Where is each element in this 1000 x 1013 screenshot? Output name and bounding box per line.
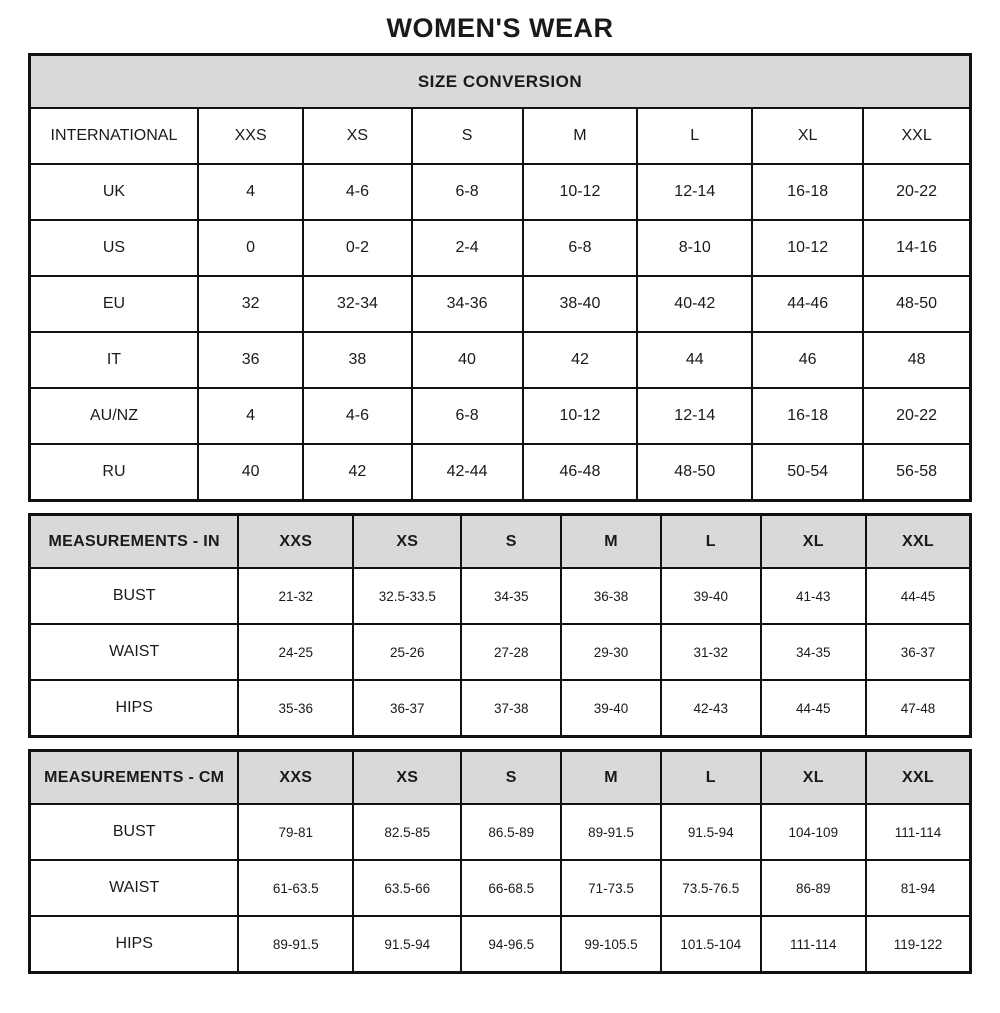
table-row — [30, 444, 971, 501]
data-cell: 31-32 — [661, 624, 761, 680]
data-cell: 38 — [303, 332, 411, 388]
data-cell: 104-109 — [761, 804, 866, 860]
row-label: HIPS — [30, 916, 239, 973]
row-label: US — [30, 220, 198, 276]
header-cell: S — [461, 515, 561, 569]
data-cell: 32-34 — [303, 276, 411, 332]
data-cell: 4-6 — [303, 164, 411, 220]
data-cell: 29-30 — [561, 624, 661, 680]
data-cell: 94-96.5 — [461, 916, 561, 973]
row-label: HIPS — [30, 680, 239, 737]
header-cell: S — [412, 108, 523, 164]
data-cell: 4-6 — [303, 388, 411, 444]
table-row — [30, 388, 971, 444]
header-cell: XXL — [866, 751, 971, 805]
data-cell: 36-37 — [353, 680, 461, 737]
data-cell: 34-36 — [412, 276, 523, 332]
header-cell: L — [661, 515, 761, 569]
header-cell: XXS — [238, 515, 353, 569]
table-row — [30, 108, 971, 164]
header-cell: XXS — [198, 108, 303, 164]
data-cell: 48-50 — [637, 444, 752, 501]
data-cell: 27-28 — [461, 624, 561, 680]
data-cell: 46-48 — [523, 444, 638, 501]
data-cell: 20-22 — [863, 164, 970, 220]
data-cell: 24-25 — [238, 624, 353, 680]
row-label: WAIST — [30, 624, 239, 680]
data-cell: 42 — [303, 444, 411, 501]
data-cell: 119-122 — [866, 916, 971, 973]
data-cell: 4 — [198, 388, 303, 444]
data-cell: 86.5-89 — [461, 804, 561, 860]
header-cell: S — [461, 751, 561, 805]
data-cell: 42 — [523, 332, 638, 388]
data-cell: 36-38 — [561, 568, 661, 624]
header-cell: M — [561, 751, 661, 805]
data-cell: 50-54 — [752, 444, 863, 501]
header-cell: XL — [752, 108, 863, 164]
data-cell: 36 — [198, 332, 303, 388]
header-cell: XL — [761, 751, 866, 805]
header-cell: L — [661, 751, 761, 805]
page-title: WOMEN'S WEAR — [386, 13, 614, 43]
row-label: AU/NZ — [30, 388, 198, 444]
header-cell: XL — [761, 515, 866, 569]
row-label: EU — [30, 276, 198, 332]
table-row — [30, 164, 971, 220]
table-row — [30, 751, 971, 805]
table-row — [30, 332, 971, 388]
data-cell: 10-12 — [523, 164, 638, 220]
data-cell: 16-18 — [752, 164, 863, 220]
data-cell: 6-8 — [523, 220, 638, 276]
header-cell: XS — [303, 108, 411, 164]
data-cell: 14-16 — [863, 220, 970, 276]
table-row — [30, 624, 971, 680]
data-cell: 20-22 — [863, 388, 970, 444]
table-row — [30, 680, 971, 737]
data-cell: 99-105.5 — [561, 916, 661, 973]
data-cell: 39-40 — [561, 680, 661, 737]
header-cell: XXL — [866, 515, 971, 569]
data-cell: 111-114 — [761, 916, 866, 973]
data-cell: 47-48 — [866, 680, 971, 737]
header-cell: M — [561, 515, 661, 569]
data-cell: 44-45 — [761, 680, 866, 737]
header-cell: INTERNATIONAL — [30, 108, 198, 164]
data-cell: 34-35 — [461, 568, 561, 624]
data-cell: 86-89 — [761, 860, 866, 916]
data-cell: 38-40 — [523, 276, 638, 332]
data-cell: 40-42 — [637, 276, 752, 332]
data-cell: 39-40 — [661, 568, 761, 624]
table-row — [30, 220, 971, 276]
table-row — [30, 568, 971, 624]
data-cell: 16-18 — [752, 388, 863, 444]
data-cell: 91.5-94 — [661, 804, 761, 860]
data-cell: 42-44 — [412, 444, 523, 501]
measurements-in-table — [28, 513, 972, 738]
data-cell: 44-46 — [752, 276, 863, 332]
table-row — [30, 916, 971, 973]
row-label: WAIST — [30, 860, 239, 916]
data-cell: 6-8 — [412, 164, 523, 220]
data-cell: 61-63.5 — [238, 860, 353, 916]
data-cell: 81-94 — [866, 860, 971, 916]
data-cell: 73.5-76.5 — [661, 860, 761, 916]
header-cell: XXL — [863, 108, 970, 164]
data-cell: 40 — [412, 332, 523, 388]
table-row — [30, 515, 971, 569]
data-cell: 46 — [752, 332, 863, 388]
header-cell: L — [637, 108, 752, 164]
data-cell: 91.5-94 — [353, 916, 461, 973]
data-cell: 37-38 — [461, 680, 561, 737]
data-cell: 48 — [863, 332, 970, 388]
row-label: BUST — [30, 804, 239, 860]
header-cell: XXS — [238, 751, 353, 805]
data-cell: 66-68.5 — [461, 860, 561, 916]
size-conversion-table — [28, 53, 972, 502]
data-cell: 6-8 — [412, 388, 523, 444]
data-cell: 35-36 — [238, 680, 353, 737]
header-cell: XS — [353, 515, 461, 569]
data-cell: 89-91.5 — [561, 804, 661, 860]
data-cell: 8-10 — [637, 220, 752, 276]
data-cell: 36-37 — [866, 624, 971, 680]
table-title: SIZE CONVERSION — [30, 55, 971, 109]
row-label: RU — [30, 444, 198, 501]
data-cell: 12-14 — [637, 164, 752, 220]
table-row — [30, 804, 971, 860]
header-cell: M — [523, 108, 638, 164]
data-cell: 101.5-104 — [661, 916, 761, 973]
data-cell: 44-45 — [866, 568, 971, 624]
table-row — [30, 55, 971, 109]
data-cell: 25-26 — [353, 624, 461, 680]
data-cell: 71-73.5 — [561, 860, 661, 916]
measurements-cm-table — [28, 749, 972, 974]
data-cell: 89-91.5 — [238, 916, 353, 973]
data-cell: 10-12 — [523, 388, 638, 444]
data-cell: 0-2 — [303, 220, 411, 276]
data-cell: 4 — [198, 164, 303, 220]
size-chart-page — [0, 13, 1000, 974]
data-cell: 42-43 — [661, 680, 761, 737]
data-cell: 10-12 — [752, 220, 863, 276]
row-label: IT — [30, 332, 198, 388]
data-cell: 2-4 — [412, 220, 523, 276]
header-cell: XS — [353, 751, 461, 805]
data-cell: 32.5-33.5 — [353, 568, 461, 624]
table-row — [30, 860, 971, 916]
data-cell: 34-35 — [761, 624, 866, 680]
row-label: BUST — [30, 568, 239, 624]
table-row — [30, 276, 971, 332]
header-cell: MEASUREMENTS - CM — [30, 751, 239, 805]
data-cell: 82.5-85 — [353, 804, 461, 860]
data-cell: 41-43 — [761, 568, 866, 624]
data-cell: 0 — [198, 220, 303, 276]
header-cell: MEASUREMENTS - IN — [30, 515, 239, 569]
data-cell: 111-114 — [866, 804, 971, 860]
data-cell: 40 — [198, 444, 303, 501]
data-cell: 56-58 — [863, 444, 970, 501]
data-cell: 21-32 — [238, 568, 353, 624]
data-cell: 32 — [198, 276, 303, 332]
data-cell: 48-50 — [863, 276, 970, 332]
data-cell: 12-14 — [637, 388, 752, 444]
row-label: UK — [30, 164, 198, 220]
data-cell: 63.5-66 — [353, 860, 461, 916]
data-cell: 44 — [637, 332, 752, 388]
data-cell: 79-81 — [238, 804, 353, 860]
tables-container — [0, 53, 1000, 974]
